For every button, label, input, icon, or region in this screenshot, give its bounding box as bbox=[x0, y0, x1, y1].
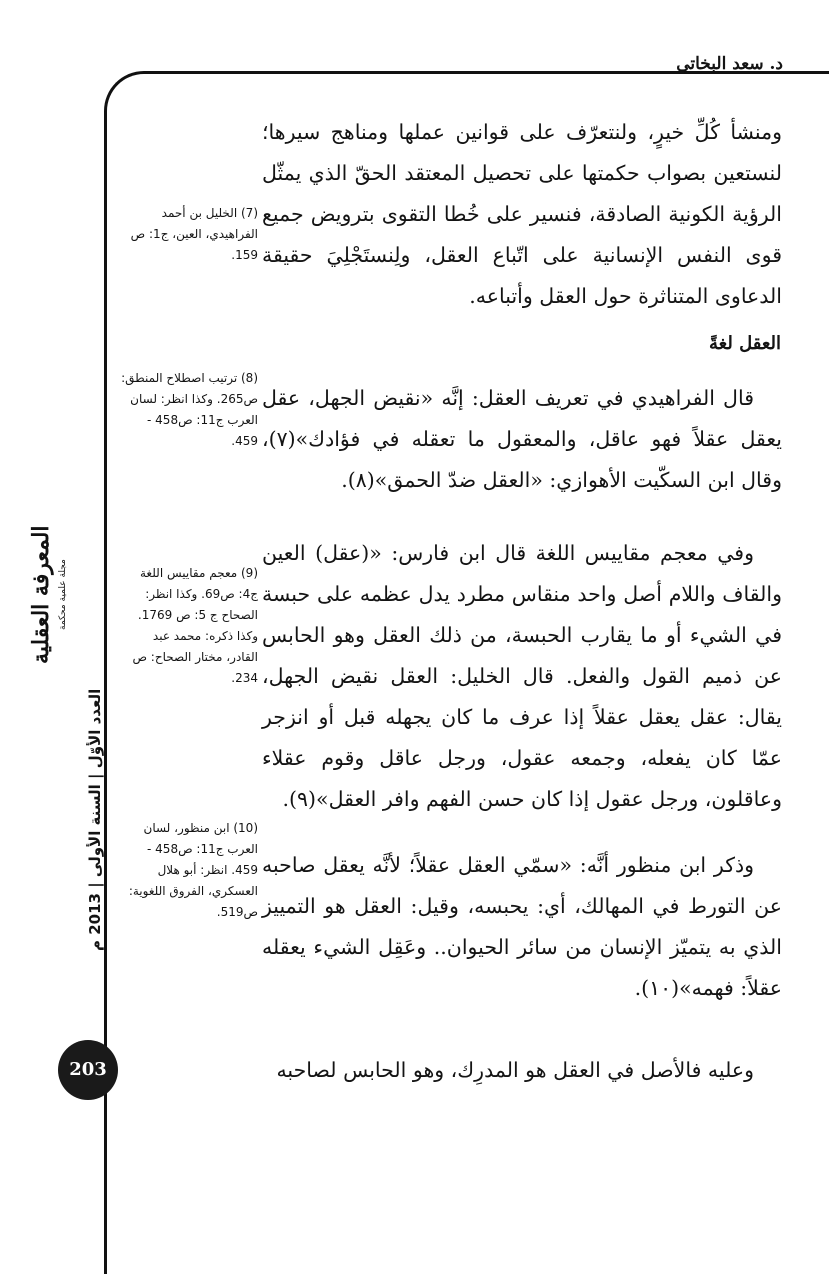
footnote-7: (7) الخليل بن أحمد الفراهيدي، العين، ج1: ص 159. bbox=[130, 206, 258, 262]
journal-logo: المعرفة العقلية bbox=[28, 525, 54, 665]
paragraph-text: وذكر ابن منظور أنَّه: «سمّي العقل عقلاً؛ لأنَّه يعقل صاحبه عن التورط في المهالك، أي: يحبسه، وقيل: العقل هو التمييز الذي به يتميّز الإنسان من سائر الحيوان.. وعَقِل الشيء يعقله عقلاً: فهمه»(١٠). bbox=[262, 853, 782, 1000]
paragraph-text: ومنشأ كُلِّ خيرٍ، ولنتعرّف على قوانين عملها ومناهج سيرها؛ لنستعين بصواب حكمتها على تحصيل المعتقد الحقّ الذي يمثّل الرؤية الكونية الصادقة، فنسير على خُطا التقوى بترويض جميع قوى النفس الإنسانية على اتّباع العقل، ولِنستَجْلِيَ حقيقة الدعاوى المتناثرة حول العقل وأتباعه. bbox=[262, 120, 782, 308]
issue-info: العدد الأوّل | السنة الأولى | 2013 م bbox=[86, 688, 104, 952]
body-paragraph-5 bbox=[262, 1050, 782, 1091]
body-paragraph-1 bbox=[262, 112, 782, 317]
body-paragraph-3 bbox=[262, 533, 782, 820]
footnote-9: (9) معجم مقاييس اللغة ج4: ص69. وكذا انظر: الصحاح ج 5: ص 1769. وكذا ذكره: محمد عبد القادر، مختار الصحاح: ص 234. bbox=[132, 566, 258, 685]
running-header-author: د. سعد البخاتي bbox=[676, 54, 783, 74]
section-heading: العقل لغةً bbox=[709, 333, 781, 354]
body-paragraph-2 bbox=[262, 378, 782, 501]
footnote-10: (10) ابن منظور، لسان العرب ج11: ص458 - 459. انظر: أبو هلال العسكري، الفروق اللغوية: ص519. bbox=[128, 821, 258, 919]
paragraph-text: قال الفراهيدي في تعريف العقل: إنَّه «نقيض الجهل، عقل يعقل عقلاً فهو عاقل، والمعقول ما تعقله في فؤادك»(٧)، وقال ابن السكّيت الأهوازي: «العقل ضدّ الحمق»(٨). bbox=[262, 386, 782, 492]
paragraph-text: وفي معجم مقاييس اللغة قال ابن فارس: «(عقل) العين والقاف واللام أصل واحد منقاس مطرد يدل عظمه على حبسة في الشيء أو ما يقارب الحبسة، من ذلك العقل وهو الحابس عن ذميم القول والفعل. قال الخليل: العقل نقيض الجهل، يقال: عقل يعقل عقلاً إذا عرف ما كان يجهله قبل أو انزجر عمّا كان يفعله، وجمعه عقول، ورجل عاقل وقوم عقلاء وعاقلون، ورجل عقول إذا كان حسن الفهم وافر العقل»(٩). bbox=[262, 541, 782, 811]
page-number-badge: 203 bbox=[58, 1040, 118, 1100]
journal-logo-subtitle: مجلة علمية محكمة bbox=[58, 559, 68, 631]
paragraph-text: وعليه فالأصل في العقل هو المدرِك، وهو الحابس لصاحبه bbox=[276, 1058, 754, 1082]
body-paragraph-4 bbox=[262, 845, 782, 1009]
footnote-8: (8) ترتيب اصطلاح المنطق: ص265. وكذا انظر: لسان العرب ج11: ص458 - 459. bbox=[121, 371, 258, 448]
